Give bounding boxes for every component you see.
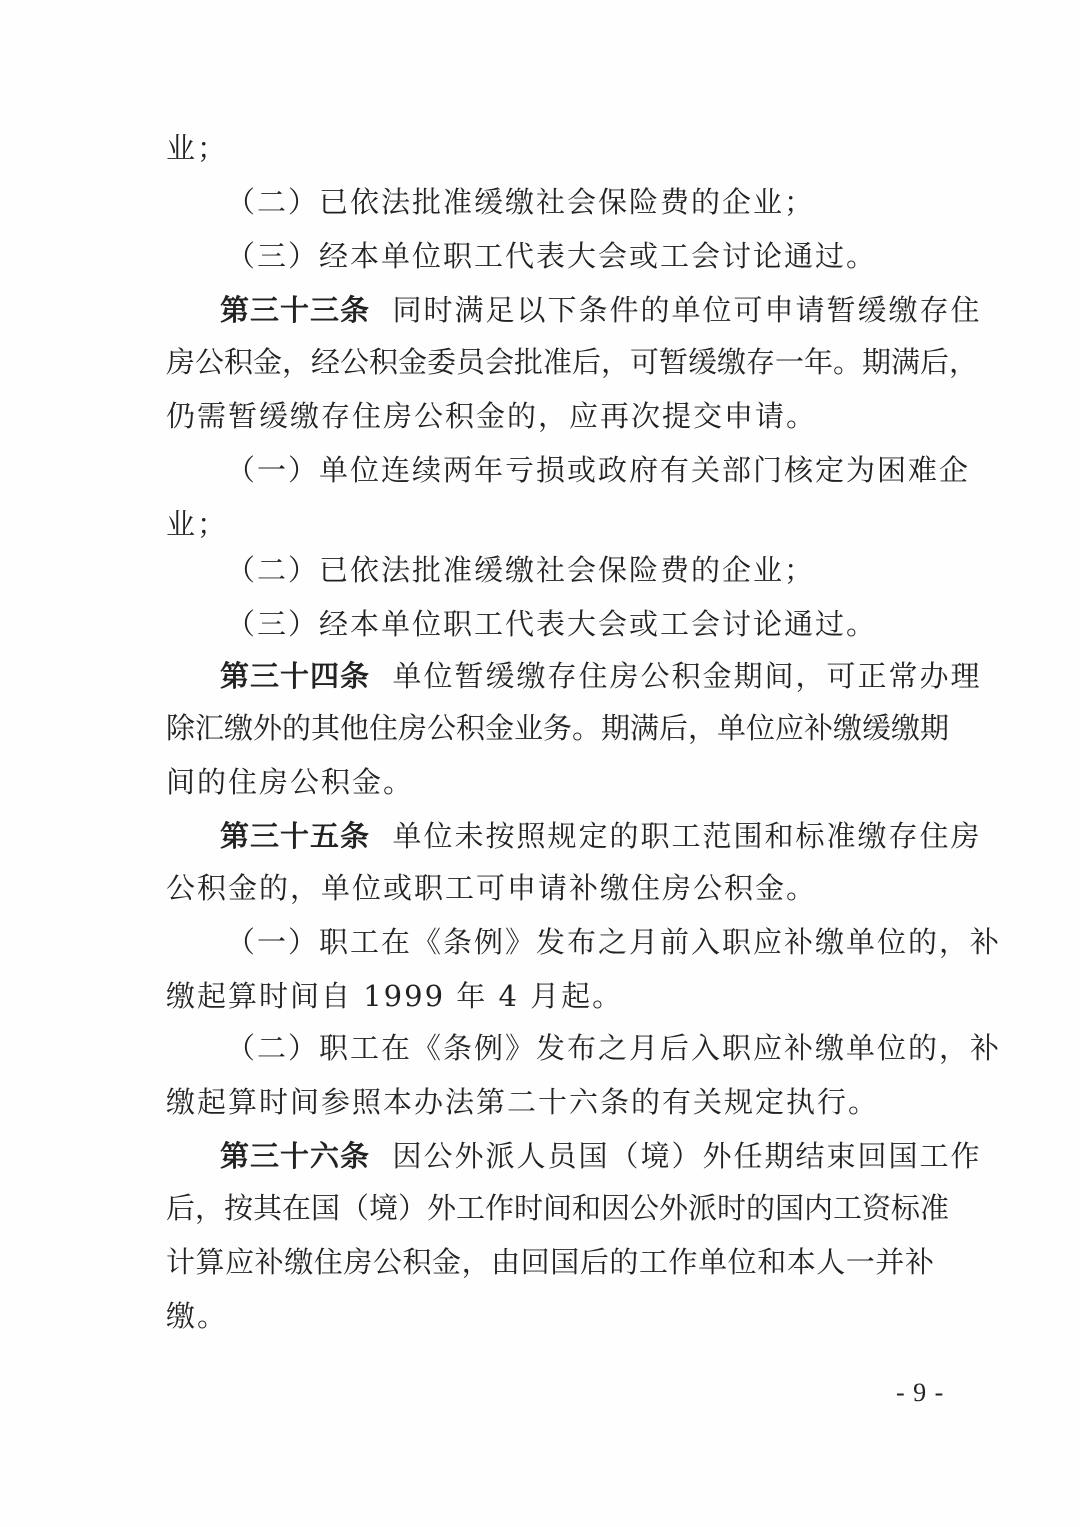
text-line: 公积金的，单位或职工可申请补缴住房公积金。 <box>166 871 818 905</box>
article-text: 单位未按照规定的职工范围和标准缴存住房 <box>392 819 982 853</box>
article-34-line <box>220 656 981 696</box>
text-line: 业； <box>166 507 229 541</box>
text-line: （三）经本单位职工代表大会或工会讨论通过。 <box>226 239 878 273</box>
article-heading: 第三十六条 <box>220 1139 371 1173</box>
article-heading: 第三十三条 <box>220 293 371 327</box>
article-heading: 第三十五条 <box>220 819 371 853</box>
article-35-line <box>220 816 981 856</box>
article-text: 单位暂缓缴存住房公积金期间，可正常办理 <box>392 659 982 693</box>
text-line: （三）经本单位职工代表大会或工会讨论通过。 <box>226 607 878 641</box>
article-text: 因公外派人员国（境）外任期结束回国工作 <box>392 1139 982 1173</box>
text-line: （二）已依法批准缓缴社会保险费的企业； <box>226 185 816 219</box>
text-line: 缴起算时间自 1999 年 4 月起。 <box>166 979 624 1013</box>
text-line: 业； <box>166 131 229 165</box>
page-number: - 9 - <box>896 1378 945 1407</box>
article-36-line <box>220 1136 981 1176</box>
article-33-line <box>220 290 981 330</box>
text-line: （二）已依法批准缓缴社会保险费的企业； <box>226 553 816 587</box>
text-line: （一）单位连续两年亏损或政府有关部门核定为困难企 <box>226 453 971 487</box>
text-line: （一）职工在《条例》发布之月前入职应补缴单位的，补 <box>226 925 1002 959</box>
text-line: 间的住房公积金。 <box>166 765 415 799</box>
text-line: 计算应补缴住房公积金，由回国后的工作单位和本人一并补 <box>166 1245 934 1279</box>
article-heading: 第三十四条 <box>220 659 371 693</box>
text-line: 后，按其在国（境）外工作时间和因公外派时的国内工资标准 <box>166 1191 950 1225</box>
text-line: 缴起算时间参照本办法第二十六条的有关规定执行。 <box>166 1085 880 1119</box>
article-text: 同时满足以下条件的单位可申请暂缓缴存住 <box>392 293 982 327</box>
text-line: 除汇缴外的其他住房公积金业务。期满后，单位应补缴缓缴期 <box>166 711 950 745</box>
text-line: 仍需暂缓缴存住房公积金的，应再次提交申请。 <box>166 399 818 433</box>
text-line: 房公积金，经公积金委员会批准后，可暂缓缴存一年。期满后， <box>166 345 979 379</box>
text-line: （二）职工在《条例》发布之月后入职应补缴单位的，补 <box>226 1031 1002 1065</box>
text-line: 缴。 <box>166 1299 229 1333</box>
